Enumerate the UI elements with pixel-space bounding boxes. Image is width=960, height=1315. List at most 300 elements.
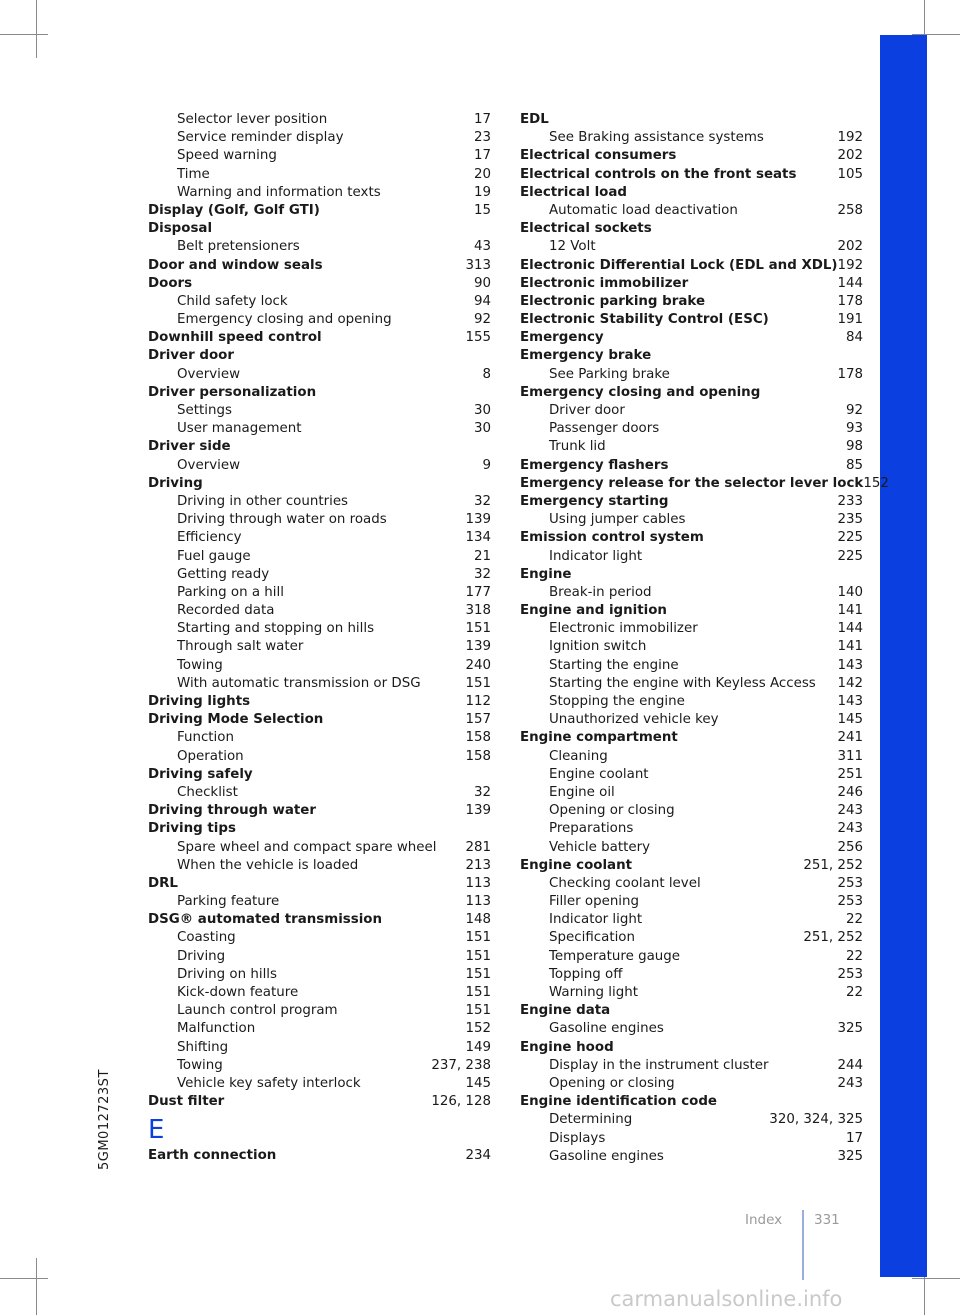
page-reference: 143 — [837, 657, 863, 673]
index-subentry — [520, 1057, 863, 1075]
index-term: Driving through water on roads — [177, 512, 387, 528]
index-term: Dust filter — [148, 1094, 225, 1110]
index-term: Preparations — [549, 821, 634, 837]
page-reference: 93 — [845, 421, 863, 437]
page-reference: 243 — [837, 821, 863, 837]
index-term: Electronic Differential Lock (EDL and XDL) — [520, 257, 838, 273]
index-subentry — [520, 202, 863, 220]
page-reference: 225 — [837, 548, 863, 564]
page-reference: 151 — [465, 985, 491, 1000]
page-reference: 22 — [845, 948, 863, 964]
index-entry — [520, 1002, 863, 1020]
index-subentry — [148, 1075, 491, 1093]
index-entry — [520, 311, 863, 329]
index-subentry — [520, 238, 863, 256]
index-subentry — [148, 1002, 491, 1020]
index-entry — [520, 475, 889, 493]
index-term: Engine and ignition — [520, 603, 667, 619]
index-subentry — [520, 839, 863, 857]
index-subentry — [520, 366, 863, 384]
index-subentry — [520, 675, 863, 693]
index-entry — [520, 384, 863, 402]
index-subentry — [148, 457, 491, 475]
page-reference: 141 — [837, 603, 863, 619]
index-subentry — [148, 111, 491, 129]
page-reference: 144 — [837, 275, 863, 291]
index-term: Emergency flashers — [520, 457, 669, 473]
index-entry — [520, 257, 863, 275]
crop-mark — [36, 0, 37, 58]
index-subentry — [520, 402, 863, 420]
index-term: Engine compartment — [520, 730, 678, 746]
index-term: Engine coolant — [520, 857, 633, 873]
index-entry — [148, 820, 491, 838]
index-subentry — [520, 802, 863, 820]
index-subentry — [148, 420, 491, 438]
watermark: carmanualsonline.info — [610, 1287, 843, 1311]
index-subentry — [520, 929, 863, 947]
page-reference: 158 — [465, 730, 491, 746]
index-term: Emission control system — [520, 530, 704, 546]
index-term: See Parking brake — [549, 366, 670, 382]
index-term: Parking on a hill — [177, 584, 284, 600]
page-reference: 112 — [465, 694, 491, 709]
index-term: Towing — [177, 1057, 223, 1073]
index-term: Starting the engine — [549, 657, 679, 673]
index-entry — [520, 220, 863, 238]
index-term: Cleaning — [549, 748, 608, 764]
index-term: Display (Golf, Golf GTI) — [148, 202, 320, 218]
index-subentry — [148, 548, 491, 566]
index-term: Unauthorized vehicle key — [549, 712, 719, 728]
page-reference: 84 — [845, 330, 863, 346]
index-entry — [148, 220, 491, 238]
index-term: Belt pretensioners — [177, 239, 300, 255]
index-subentry — [148, 366, 491, 384]
index-term: Vehicle key safety interlock — [177, 1075, 361, 1091]
index-entry — [520, 1093, 863, 1111]
page-reference: 251, 252 — [803, 930, 863, 946]
index-subentry — [148, 857, 491, 875]
crop-mark — [0, 1278, 48, 1279]
page-reference: 8 — [482, 366, 491, 382]
index-term: Selector lever position — [177, 112, 328, 127]
index-entry — [148, 257, 491, 275]
page-reference: 22 — [845, 985, 863, 1000]
index-subentry — [148, 1057, 491, 1075]
page-reference: 145 — [465, 1075, 491, 1091]
index-term: Driving safely — [148, 766, 253, 782]
index-subentry — [520, 1148, 863, 1166]
page-reference: 213 — [465, 857, 491, 873]
index-subentry — [520, 784, 863, 802]
index-term: Engine oil — [549, 784, 615, 800]
index-subentry — [148, 948, 491, 966]
index-term: EDL — [520, 112, 549, 127]
index-term: Ignition switch — [549, 639, 647, 655]
index-term: DSG® automated transmission — [148, 912, 383, 928]
page-reference: 202 — [837, 239, 863, 255]
index-subentry — [148, 166, 491, 184]
index-subentry — [520, 911, 863, 929]
index-term: Through salt water — [177, 639, 304, 655]
index-term: Driving in other countries — [177, 493, 349, 509]
index-term: Door and window seals — [148, 257, 323, 273]
index-term: Fuel gauge — [177, 548, 251, 564]
index-entry — [148, 1147, 491, 1165]
index-term: Using jumper cables — [549, 512, 686, 528]
index-term: Emergency closing and opening — [520, 384, 761, 400]
page-reference: 253 — [837, 966, 863, 982]
index-subentry — [520, 984, 863, 1002]
index-subentry — [148, 784, 491, 802]
index-subentry — [520, 438, 863, 456]
index-term: Driving on hills — [177, 966, 277, 982]
index-term: Gasoline engines — [549, 1148, 664, 1164]
index-term: Efficiency — [177, 530, 242, 546]
index-term: Driving lights — [148, 694, 251, 709]
index-entry — [148, 766, 491, 784]
page-reference: 22 — [845, 912, 863, 928]
index-subentry — [148, 839, 491, 857]
page-reference: 30 — [473, 403, 491, 418]
page-reference: 143 — [837, 694, 863, 709]
page-reference: 281 — [465, 839, 491, 855]
page-reference: 151 — [465, 930, 491, 946]
page-reference: 142 — [837, 675, 863, 691]
index-term: Malfunction — [177, 1021, 256, 1037]
page-reference: 144 — [837, 621, 863, 637]
page-reference: 139 — [465, 639, 491, 655]
index-subentry — [148, 638, 491, 656]
index-term: Determining — [549, 1112, 633, 1128]
index-letter-heading: E — [148, 1115, 165, 1146]
page-reference: 94 — [473, 293, 491, 309]
index-term: Vehicle battery — [549, 839, 651, 855]
index-subentry — [520, 1130, 863, 1148]
index-entry — [520, 111, 863, 129]
index-subentry — [148, 966, 491, 984]
page-reference: 318 — [465, 603, 491, 619]
index-term: Doors — [148, 275, 193, 291]
index-subentry — [520, 420, 863, 438]
index-subentry — [148, 529, 491, 547]
index-subentry — [148, 147, 491, 165]
page-reference: 17 — [845, 1130, 863, 1146]
index-term: Emergency brake — [520, 348, 652, 364]
index-entry — [148, 1093, 491, 1111]
index-term: Overview — [177, 457, 241, 473]
index-term: Engine — [520, 566, 572, 582]
page-reference: 139 — [465, 803, 491, 819]
index-subentry — [148, 293, 491, 311]
index-entry — [520, 166, 863, 184]
index-term: Driving — [177, 948, 226, 964]
index-subentry — [148, 1039, 491, 1057]
index-subentry — [148, 657, 491, 675]
index-entry — [520, 329, 863, 347]
page-reference: 98 — [845, 439, 863, 455]
index-term: Warning and information texts — [177, 184, 381, 200]
page-reference: 178 — [837, 366, 863, 382]
index-term: Electronic immobilizer — [520, 275, 689, 291]
page-reference: 192 — [837, 257, 864, 273]
index-term: Display in the instrument cluster — [549, 1057, 769, 1073]
page-reference: 105 — [837, 166, 863, 182]
index-term: Indicator light — [549, 912, 643, 928]
page-reference: 151 — [465, 675, 491, 691]
index-term: Trunk lid — [549, 439, 606, 455]
index-term: Overview — [177, 366, 241, 382]
page-reference: 241 — [837, 730, 863, 746]
page-reference: 253 — [837, 894, 863, 910]
index-subentry — [148, 238, 491, 256]
index-term: Electronic Stability Control (ESC) — [520, 312, 769, 328]
page-reference: 237, 238 — [431, 1057, 491, 1073]
page-reference: 148 — [465, 912, 491, 928]
page-reference: 178 — [837, 293, 863, 309]
index-subentry — [520, 584, 863, 602]
page-reference: 151 — [465, 966, 491, 982]
index-entry — [148, 693, 491, 711]
index-subentry — [148, 620, 491, 638]
index-subentry — [148, 729, 491, 747]
page-reference: 251, 252 — [803, 857, 863, 873]
index-term: User management — [177, 421, 302, 437]
page-reference: 92 — [845, 403, 863, 418]
page-reference: 21 — [473, 548, 491, 564]
page-reference: 246 — [837, 784, 863, 800]
index-term: Coasting — [177, 930, 236, 946]
page-reference: 157 — [465, 712, 491, 728]
index-subentry — [520, 875, 863, 893]
page-reference: 158 — [465, 748, 491, 764]
index-subentry — [148, 984, 491, 1002]
index-term: Driver door — [148, 348, 234, 364]
index-subentry — [148, 129, 491, 147]
index-term: Engine data — [520, 1003, 611, 1019]
page-reference: 19 — [473, 184, 491, 200]
index-entry — [520, 566, 863, 584]
index-term: Recorded data — [177, 603, 275, 619]
index-subentry — [520, 511, 863, 529]
index-subentry — [520, 748, 863, 766]
page-reference: 234 — [465, 1148, 491, 1164]
index-term: Gasoline engines — [549, 1021, 664, 1037]
index-column-right — [520, 111, 889, 1166]
index-entry — [520, 147, 863, 165]
page-reference: 23 — [473, 130, 491, 146]
page-reference: 32 — [473, 493, 491, 509]
page-reference: 140 — [837, 584, 863, 600]
index-subentry — [148, 511, 491, 529]
page-reference: 9 — [482, 457, 491, 473]
index-subentry — [148, 893, 491, 911]
index-entry — [148, 875, 491, 893]
page-reference: 325 — [837, 1148, 863, 1164]
index-term: Downhill speed control — [148, 330, 322, 346]
index-term: Driving Mode Selection — [148, 712, 324, 728]
index-term: Emergency starting — [520, 493, 669, 509]
index-term: With automatic transmission or DSG — [177, 675, 421, 691]
index-entry — [520, 493, 863, 511]
index-entry — [148, 202, 491, 220]
page-reference: 17 — [473, 112, 491, 127]
page-reference: 151 — [465, 621, 491, 637]
index-entry — [520, 857, 863, 875]
index-subentry — [148, 1020, 491, 1038]
page-reference: 235 — [837, 512, 863, 528]
index-term: Emergency closing and opening — [177, 312, 392, 328]
index-entry — [520, 1039, 863, 1057]
index-term: Electrical controls on the front seats — [520, 166, 797, 182]
index-entry — [148, 438, 491, 456]
index-term: Engine identification code — [520, 1094, 718, 1110]
index-entry — [148, 711, 491, 729]
index-term: Disposal — [148, 221, 213, 237]
page-reference: 139 — [465, 512, 491, 528]
index-subentry — [148, 748, 491, 766]
index-term: Driving — [148, 475, 203, 491]
index-term: Operation — [177, 748, 244, 764]
page-reference: 192 — [837, 130, 863, 146]
index-term: Displays — [549, 1130, 606, 1146]
index-term: Opening or closing — [549, 1075, 675, 1091]
page-number: 331 — [814, 1212, 840, 1228]
page-reference: 233 — [837, 493, 863, 509]
index-term: Automatic load deactivation — [549, 202, 738, 218]
index-subentry — [148, 675, 491, 693]
page-reference: 256 — [837, 839, 863, 855]
page-reference: 32 — [473, 784, 491, 800]
page-reference: 152 — [863, 475, 889, 491]
page-reference: 155 — [465, 330, 491, 346]
index-term: Launch control program — [177, 1003, 338, 1019]
index-entry — [148, 911, 491, 929]
index-term: See Braking assistance systems — [549, 130, 764, 146]
index-subentry — [148, 566, 491, 584]
index-term: Engine coolant — [549, 766, 649, 782]
index-term: Speed warning — [177, 148, 277, 164]
index-term: Temperature gauge — [549, 948, 681, 964]
index-term: Opening or closing — [549, 803, 675, 819]
page-reference: 258 — [837, 202, 863, 218]
index-term: Electronic parking brake — [520, 293, 706, 309]
index-subentry — [148, 311, 491, 329]
document-code: 5GM012723ST — [97, 1069, 112, 1170]
page-reference: 113 — [465, 894, 491, 910]
index-term: Filler opening — [549, 894, 640, 910]
index-subentry — [148, 929, 491, 947]
index-subentry — [148, 184, 491, 202]
page-reference: 244 — [837, 1057, 863, 1073]
page-reference: 20 — [473, 166, 491, 182]
index-term: Function — [177, 730, 234, 746]
index-term: Starting the engine with Keyless Access — [549, 675, 816, 691]
page-reference: 30 — [473, 421, 491, 437]
page-reference: 90 — [473, 275, 491, 291]
page-reference: 253 — [837, 875, 863, 891]
page-reference: 134 — [465, 530, 491, 546]
index-subentry — [148, 493, 491, 511]
index-term: Emergency — [520, 330, 604, 346]
index-term: Getting ready — [177, 566, 270, 582]
index-entry — [520, 184, 863, 202]
page-reference: 191 — [837, 312, 863, 328]
index-term: Passenger doors — [549, 421, 660, 437]
page-reference: 151 — [465, 1003, 491, 1019]
index-term: Electronic immobilizer — [549, 621, 698, 637]
index-entry — [520, 275, 863, 293]
index-term: Engine hood — [520, 1039, 614, 1055]
index-term: Starting and stopping on hills — [177, 621, 375, 637]
index-column-left — [148, 111, 491, 1166]
index-subentry — [520, 638, 863, 656]
index-term: Warning light — [549, 985, 638, 1000]
index-term: Stopping the engine — [549, 694, 685, 709]
index-subentry — [520, 657, 863, 675]
index-term: Electrical sockets — [520, 221, 652, 237]
index-entry — [520, 602, 863, 620]
crop-mark — [912, 1278, 960, 1279]
page-reference: 149 — [465, 1039, 491, 1055]
index-term: Break-in period — [549, 584, 652, 600]
index-entry — [520, 347, 863, 365]
index-thumb-tab — [880, 35, 927, 1277]
index-subentry — [148, 584, 491, 602]
index-subentry — [520, 1075, 863, 1093]
page-reference: 202 — [837, 148, 863, 164]
index-entry — [148, 384, 491, 402]
page-reference: 311 — [837, 748, 863, 764]
index-entry — [148, 475, 491, 493]
index-entry — [148, 329, 491, 347]
index-subentry — [520, 548, 863, 566]
index-term: Electrical consumers — [520, 148, 677, 164]
index-term: Driving through water — [148, 803, 316, 819]
index-term: Settings — [177, 403, 232, 418]
index-term: Checking coolant level — [549, 875, 701, 891]
page-reference: 177 — [465, 584, 491, 600]
index-term: Kick-down feature — [177, 985, 299, 1000]
index-term: Driver side — [148, 439, 231, 455]
page-reference: 240 — [465, 657, 491, 673]
index-entry — [520, 293, 863, 311]
page-reference: 126, 128 — [431, 1094, 491, 1110]
index-term: Driving tips — [148, 821, 236, 837]
index-term: Shifting — [177, 1039, 229, 1055]
index-term: Emergency release for the selector lever lock — [520, 475, 864, 491]
page-reference: 43 — [473, 239, 491, 255]
index-term: Indicator light — [549, 548, 643, 564]
index-subentry — [148, 602, 491, 620]
page-reference: 325 — [837, 1021, 863, 1037]
page-reference: 320, 324, 325 — [769, 1112, 863, 1128]
index-subentry — [520, 893, 863, 911]
index-subentry — [520, 820, 863, 838]
index-term: Driver personalization — [148, 384, 317, 400]
page-reference: 85 — [845, 457, 863, 473]
page-reference: 32 — [473, 566, 491, 582]
page-reference: 152 — [465, 1021, 491, 1037]
index-entry — [148, 802, 491, 820]
index-subentry — [520, 1020, 863, 1038]
index-entry — [520, 729, 863, 747]
index-subentry — [520, 711, 863, 729]
page-reference: 113 — [465, 875, 491, 891]
index-subentry — [520, 1111, 863, 1129]
page-reference: 141 — [837, 639, 863, 655]
